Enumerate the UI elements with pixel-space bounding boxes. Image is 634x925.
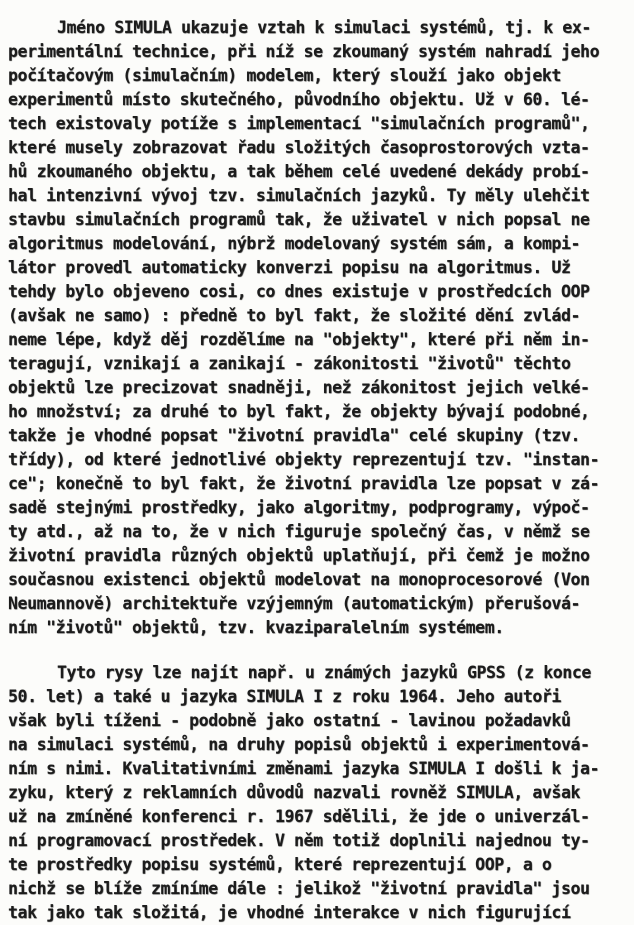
text-line: tech existovaly potíže s implementací "simulačních programů", (8, 114, 590, 133)
text-line: Tyto rysy lze najít např. u známých jazyků GPSS (z konce (57, 663, 591, 682)
text-line: hal intenzivní vývoj tzv. simulačních jazyků. Ty měly ulehčit (8, 186, 590, 205)
text-line: současnou existenci objektů modelovat na monoprocesorové (Von (8, 570, 590, 589)
text-line: ty atd., až na to, že v nich figuruje společný čas, v němž se (8, 522, 590, 541)
text-line: teragují, vznikají a zanikají - zákonitosti "životů" těchto (8, 354, 571, 373)
text-line: hů zkoumaného objektu, a tak během celé uvedené dekády probí- (8, 162, 590, 181)
text-line: životní pravidla různých objektů uplatňují, při čemž je možno (8, 546, 590, 565)
text-line: experimentů místo skutečného, původního objektu. Už v 60. lé- (8, 90, 590, 109)
text-line: zyku, který z reklamních důvodů nazvali rovněž SIMULA, avšak (8, 783, 581, 802)
text-line: takže je vhodné popsat "životní pravidla" celé skupiny (tzv. (8, 426, 581, 445)
text-line: tak jako tak složitá, je vhodné interakce v nich figurující (8, 903, 571, 922)
text-line: látor provedl automaticky konverzi popisu na algoritmus. Už (8, 258, 571, 277)
text-line: stavbu simulačních programů tak, že uživatel v nich popsal ne (8, 210, 590, 229)
text-line: 50. let) a také u jazyka SIMULA I z roku 1964. Jeho autoři (8, 687, 561, 706)
text-line: ním s nimi. Kvalitativními změnami jazyka SIMULA I došli k ja- (8, 759, 600, 778)
text-line: však byli tíženi - podobně jako ostatní - lavinou požadavků (8, 711, 571, 730)
text-line: počítačovým (simulačním) modelem, který slouží jako objekt (8, 66, 561, 85)
text-line: neme lépe, když děj rozdělíme na "objekty", které při něm in- (8, 330, 590, 349)
text-line: na simulaci systémů, na druhy popisů objektů i experimentová- (8, 735, 590, 754)
text-line: nichž se blíže zmíníme dále : jelikož "životní pravidla" jsou (8, 879, 590, 898)
paragraph (8, 661, 630, 925)
text-line: (avšak ne samo) : předně to byl fakt, že složité dění zvlád- (8, 306, 581, 325)
text-line: ní programovací prostředek. V něm totiž doplnili najednou ty- (8, 831, 590, 850)
text-line: ce"; konečně to byl fakt, že životní pravidla lze popsat v zá- (8, 474, 600, 493)
text-line: už na zmíněné konferenci r. 1967 sdělili, že jde o univerzál- (8, 807, 590, 826)
text-line: perimentální technice, při níž se zkoumaný systém nahradí jeho (8, 42, 600, 61)
text-line: ho množství; za druhé to byl fakt, že objekty bývají podobné, (8, 402, 590, 421)
text-line: sadě stejnými prostředky, jako algoritmy, podprogramy, výpoč- (8, 498, 590, 517)
text-line: Neumannově) architektuře vzýjemným (automatickým) přerušová- (8, 594, 581, 613)
text-line: tehdy bylo objeveno cosi, co dnes existuje v prostředcích OOP (8, 282, 590, 301)
text-line: algoritmus modelování, nýbrž modelovaný systém sám, a kompi- (8, 234, 581, 253)
text-line: te prostředky popisu systémů, které reprezentují OOP, a o (8, 855, 552, 874)
text-line: které musely zobrazovat řadu složitých časoprostorových vzta- (8, 138, 590, 157)
text-line: třídy), od které jednotlivé objekty reprezentují tzv. "instan- (8, 450, 600, 469)
paragraph (8, 16, 630, 640)
text-line: ním "životů" objektů, tzv. kvaziparalelním systémem. (8, 618, 504, 637)
text-line: Jméno SIMULA ukazuje vztah k simulaci systémů, tj. k ex- (57, 18, 591, 37)
text-line: objektů lze precizovat snadněji, než zákonitost jejich velké- (8, 378, 590, 397)
